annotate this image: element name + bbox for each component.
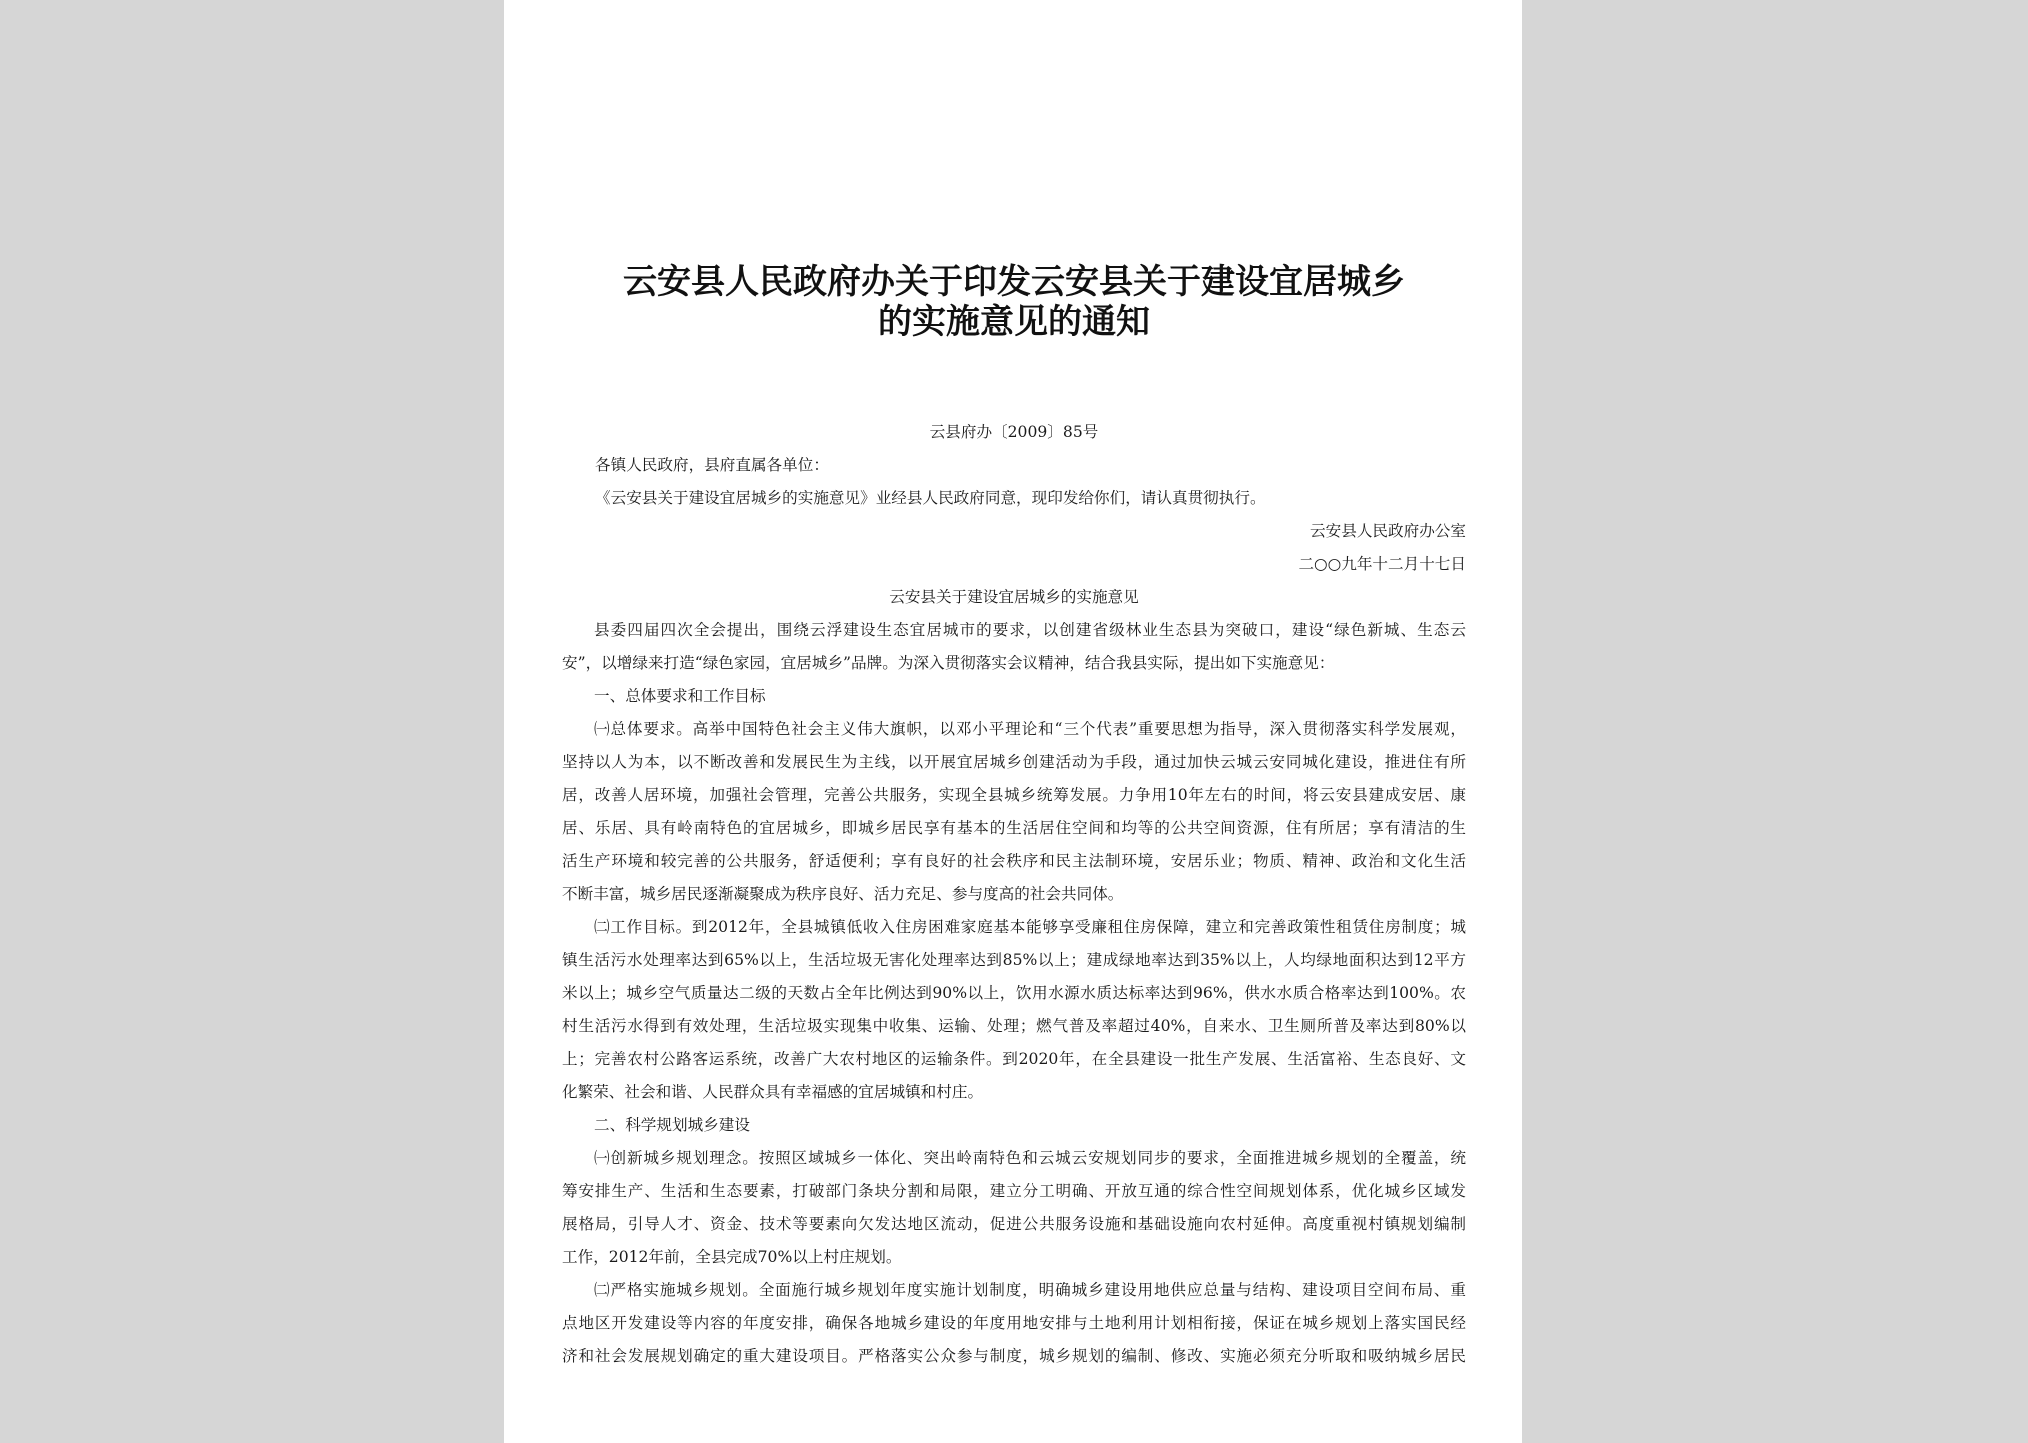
subtitle: 云安县关于建设宜居城乡的实施意见	[889, 588, 1139, 606]
document-title	[562, 262, 1466, 342]
body-line: 坚持以人为本，以不断改善和发展民生为主线，以开展宜居城乡创建活动为手段，通过加快云城云安同城化建设，推进住有所	[562, 753, 1466, 771]
body-line: ㈡严格实施城乡规划。全面施行城乡规划年度实施计划制度，明确城乡建设用地供应总量与结构、建设项目空间布局、重	[594, 1281, 1466, 1299]
section-heading: 二、科学规划城乡建设	[594, 1116, 750, 1134]
body-line: 居，改善人居环境，加强社会管理，完善公共服务，实现全县城乡统筹发展。力争用10年左右的时间，将云安县建成安居、康	[562, 786, 1466, 804]
title-line-1: 云安县人民政府办关于印发云安县关于建设宜居城乡	[623, 262, 1405, 302]
issue-date: 二○○九年十二月十七日	[1298, 555, 1466, 573]
body-line: ㈠创新城乡规划理念。按照区域城乡一体化、突出岭南特色和云城云安规划同步的要求，全面推进城乡规划的全覆盖，统	[594, 1149, 1466, 1167]
body-line: 上；完善农村公路客运系统，改善广大农村地区的运输条件。到2020年，在全县建设一批生产发展、生活富裕、生态良好、文	[562, 1050, 1466, 1068]
body-line: 镇生活污水处理率达到65%以上，生活垃圾无害化处理率达到85%以上；建成绿地率达到35%以上，人均绿地面积达到12平方	[562, 951, 1466, 969]
document-number: 云县府办〔2009〕85号	[929, 423, 1099, 441]
title-line-2: 的实施意见的通知	[878, 302, 1150, 342]
document-page	[504, 0, 1522, 1443]
body-line: ㈡工作目标。到2012年，全县城镇低收入住房困难家庭基本能够享受廉租住房保障，建立和完善政策性租赁住房制度；城	[594, 918, 1466, 936]
body-line: 县委四届四次全会提出，围绕云浮建设生态宜居城市的要求，以创建省级林业生态县为突破口，建设“绿色新城、生态云	[594, 621, 1466, 639]
section-heading: 一、总体要求和工作目标	[594, 687, 766, 705]
body-line: 筹安排生产、生活和生态要素，打破部门条块分割和局限，建立分工明确、开放互通的综合性空间规划体系，优化城乡区域发	[562, 1182, 1466, 1200]
body-line: 安”，以增绿来打造“绿色家园，宜居城乡”品牌。为深入贯彻落实会议精神，结合我县实际，提出如下实施意见：	[562, 654, 1335, 672]
body-line: ㈠总体要求。高举中国特色社会主义伟大旗帜，以邓小平理论和“三个代表”重要思想为指导，深入贯彻落实科学发展观，	[594, 720, 1466, 738]
intro-paragraph: 《云安县关于建设宜居城乡的实施意见》业经县人民政府同意，现印发给你们，请认真贯彻执行。	[595, 489, 1266, 507]
body-line: 点地区开发建设等内容的年度安排，确保各地城乡建设的年度用地安排与土地利用计划相衔接，保证在城乡规划上落实国民经	[562, 1314, 1466, 1332]
body-line: 居、乐居、具有岭南特色的宜居城乡，即城乡居民享有基本的生活居住空间和均等的公共空间资源，住有所居；享有清洁的生	[562, 819, 1466, 837]
body-line: 不断丰富，城乡居民逐渐凝聚成为秩序良好、活力充足、参与度高的社会共同体。	[562, 885, 1124, 903]
body-line: 工作，2012年前，全县完成70%以上村庄规划。	[562, 1248, 902, 1266]
body-line: 活生产环境和较完善的公共服务，舒适便利；享有良好的社会秩序和民主法制环境，安居乐业；物质、精神、政治和文化生活	[562, 852, 1466, 870]
addressee: 各镇人民政府，县府直属各单位：	[595, 456, 829, 474]
body-line: 展格局，引导人才、资金、技术等要素向欠发达地区流动，促进公共服务设施和基础设施向农村延伸。高度重视村镇规划编制	[562, 1215, 1466, 1233]
body-line: 村生活污水得到有效处理，生活垃圾实现集中收集、运输、处理；燃气普及率超过40%，自来水、卫生厕所普及率达到80%以	[562, 1017, 1466, 1035]
body-line: 化繁荣、社会和谐、人民群众具有幸福感的宜居城镇和村庄。	[562, 1083, 984, 1101]
body-line: 济和社会发展规划确定的重大建设项目。严格落实公众参与制度，城乡规划的编制、修改、实施必须充分听取和吸纳城乡居民	[562, 1347, 1466, 1365]
body-line: 米以上；城乡空气质量达二级的天数占全年比例达到90%以上，饮用水源水质达标率达到96%，供水水质合格率达到100%。农	[562, 984, 1466, 1002]
issuer-signature: 云安县人民政府办公室	[1310, 522, 1466, 540]
